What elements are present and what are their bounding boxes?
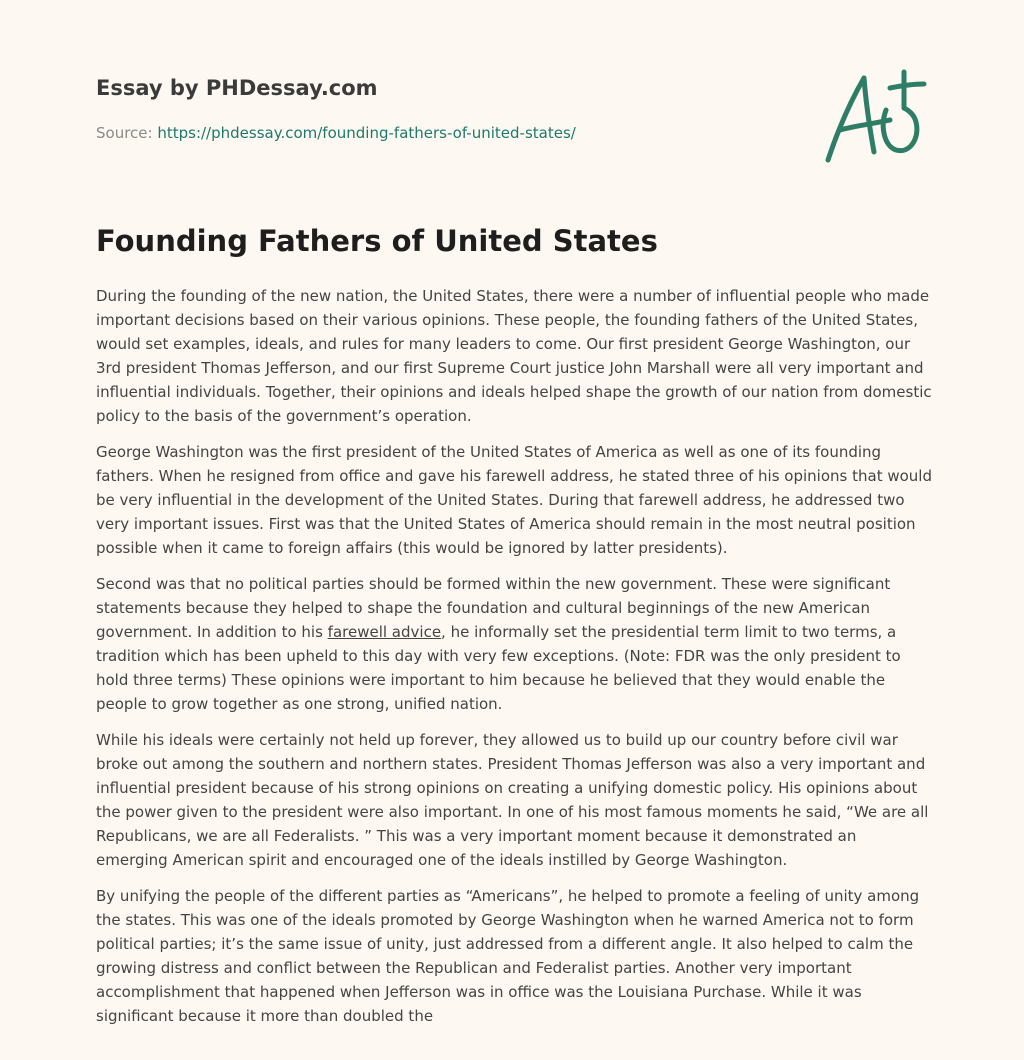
site-brand: Essay by PHDessay.com [96, 76, 378, 100]
essay-paragraph-1: During the founding of the new nation, the United States, there were a number of influential people who made important decisions based on their various opinions. These people, the founding fathers of the United States, would set examples, ideals, and rules for many leaders to come. Our first president George Washington, our 3rd president Thomas Jefferson, and our first Supreme Court justice John Marshall were all very important and influential individuals. Together, their opinions and ideals helped shape the growth of our nation from domestic policy to the basis of the government’s operation. [96, 287, 932, 425]
source-label: Source: [96, 124, 158, 142]
farewell-advice-link[interactable]: farewell advice [327, 623, 442, 641]
essay-body [96, 284, 932, 1040]
source-line [96, 124, 576, 142]
essay-title: Founding Fathers of United States [96, 224, 658, 258]
essay-paragraph-5: By unifying the people of the different parties as “Americans”, he helped to promote a feeling of unity among the states. This was one of the ideals promoted by George Washington when he warned America not to form political parties; it’s the same issue of unity, just addressed from a different angle. It also helped to calm the growing distress and conflict between the Republican and Federalist parties. Another very important accomplishment that happened when Jefferson was in office was the Louisiana Purchase. While it was significant because it more than doubled the [96, 887, 920, 1025]
source-link[interactable]: https://phdessay.com/founding-fathers-of-united-states/ [157, 124, 576, 142]
essay-paragraph-3 [96, 572, 932, 716]
a-plus-grade-icon [820, 68, 928, 166]
paragraph-3-text-end: , he informally set the presidential term limit to two terms, a tradition which has been upheld to this day with very few exceptions. (Note: FDR was the only president to hold three terms) These opinions were important to him because he believed that they would enable the people to grow together as one strong, unified nation. [96, 623, 901, 713]
paragraph-3-text-start: Second was that no political parties should be formed within the new government. These were significant statements because they helped to shape the foundation and cultural beginnings of the new American government. In addition to his [96, 575, 891, 641]
essay-paragraph-2: George Washington was the first president of the United States of America as well as one of its founding fathers. When he resigned from office and gave his farewell address, he stated three of his opinions that would be very influential in the development of the United States. During that farewell address, he addressed two very important issues. First was that the United States of America should remain in the most neutral position possible when it came to foreign affairs (this would be ignored by latter presidents). [96, 443, 932, 557]
essay-paragraph-4: While his ideals were certainly not held up forever, they allowed us to build up our country before civil war broke out among the southern and northern states. President Thomas Jefferson was also a very important and influential president because of his strong opinions on creating a unifying domestic policy. His opinions about the power given to the president were also important. In one of his most famous moments he said, “We are all Republicans, we are all Federalists. ” This was a very important moment because it demonstrated an emerging American spirit and encouraged one of the ideals instilled by George Washington. [96, 731, 929, 869]
